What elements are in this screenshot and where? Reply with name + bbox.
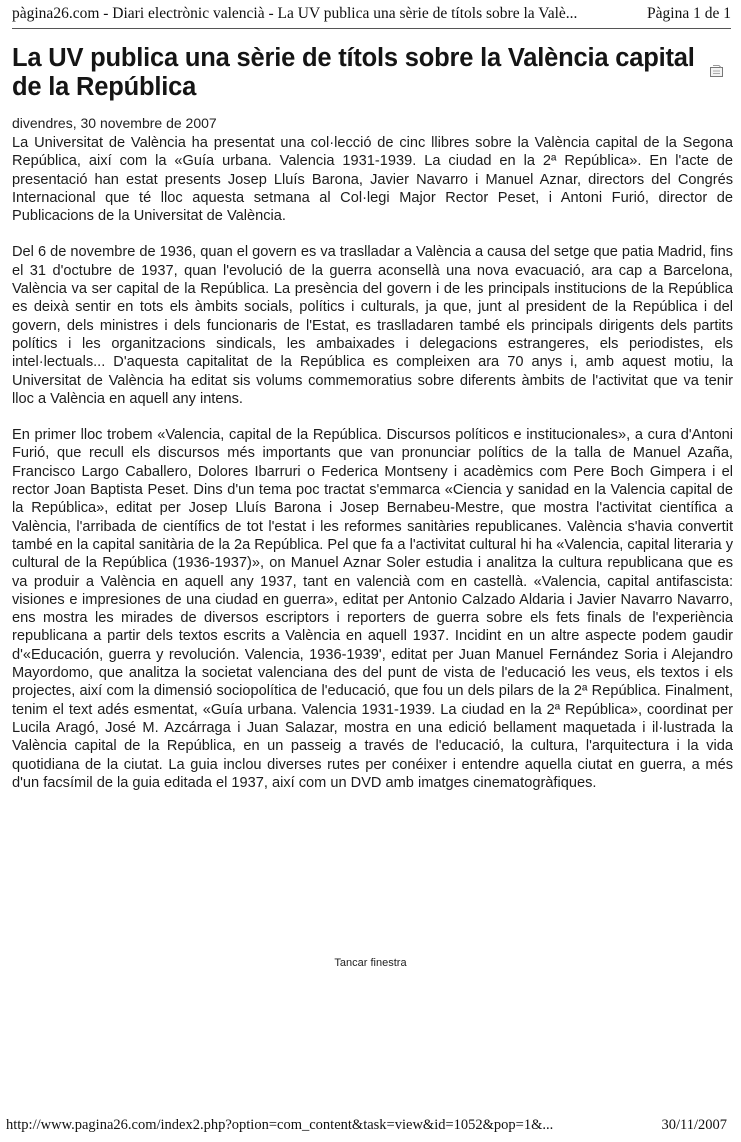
print-header-page-number: Pàgina 1 de 1	[647, 5, 731, 22]
close-window-link[interactable]: Tancar finestra	[334, 957, 407, 969]
article-title: La UV publica una sèrie de títols sobre la València capital de la República	[12, 44, 695, 101]
document-icon-graphic	[709, 64, 724, 78]
article-paragraph: Del 6 de novembre de 1936, quan el govern es va traslladar a València a causa del setge que patia Madrid, fins el 31 d'octubre de 1937, quan l'evolució de la guerra aconsellà una nova evacuació, ara cap a Barcelona, València va ser capital de la República. La presència del govern i de les principals institucions de la República es deixà sentir en tots els àmbits socials, polítics i culturals, ja que, junt al president de la República i del govern, dels ministres i dels funcionaris de l'Estat, es traslladaren també els principals dirigents dels partits polítics i les organitzacions sindicals, les ambaixades i delegacions estrangeres, els periodistes, els intel·lectuals... D'aquesta capitalitat de la República es compleixen ara 70 anys i, amb aquest motiu, la Universitat de València ha editat sis volums commemoratius sobre diferents àmbits de l'activitat que va tenir lloc a València en aquell any intens.	[12, 244, 733, 407]
article-paragraph: En primer lloc trobem «Valencia, capital de la República. Discursos políticos e institucionales», a cura d'Antoni Furió, que recull els discursos més importants que van pronunciar polítics de la talla de Manuel Azaña, Francisco Largo Caballero, Dolores Ibarruri o Federica Montseny i acadèmics com Pere Boch Gimpera i el rector Joan Baptista Peset. Dins d'un tema poc tractat s'emmarca «Ciencia y sanidad en la Valencia capital de la República», editat per Josep Lluís Barona i Josep Bernabeu-Mestre, que mostra l'activitat científica a València, l'arribada de científics de tot l'estat i les reformes sanitàries republicanes. València s'havia convertit també en la capital sanitària de la 2a República. Pel que fa a l'activitat cultural hi ha «Valencia, capital literaria y cultural de la República (1936-1937)», on Manuel Aznar Soler estudia i analitza la cultura republicana que es va produir a València en aquell any 1937, tant en valencià com en castellà. «Valencia, capital antifascista: visiones e impresiones de una ciudad en guerra», editat per Antonio Calzado Aldaria i Javier Navarro Navarro, ens mostra les mirades de diversos escriptors i reporters de guerra sobre els fets finals de l'experiència republicana a partir dels textos escrits a València en aquell 1937. Incidint en un altre aspecte podem gaudir d'«Educación, guerra y revolución. Valencia, 1936-1939', editat per Juan Manuel Fernández Soria i Alejandro Mayordomo, que analitza la societat valenciana des del punt de vista de l'educació les veus, els textos i els projectes, així com la dimensió sociopolítica de l'educació, que fou un dels pilars de la 2ª República. Finalment, tenim el text adés esmentat, «Guía urbana. Valencia 1931-1939. La ciudad en la 2ª República», coordinat per Lucila Aragó, José M. Azcárraga i Juan Salazar, mostra en una edició bellament maquetada i il·lustrada la València capital de la República, en un passeig a través de l'educació, la cultura, l'arquitectura i la vida quotidiana de la ciutat. La guia inclou diverses rutes per conéixer i entendre aquella ciutat en guerra, a més d'un facsímil de la guia editada el 1937, així com un DVD amb imatges cinematogràfiques.	[12, 427, 733, 791]
print-header	[12, 5, 731, 27]
print-header-title: pàgina26.com - Diari electrònic valencià - La UV publica una sèrie de títols sobre la Valè...	[12, 5, 578, 22]
article-paragraph: La Universitat de València ha presentat una col·lecció de cinc llibres sobre la València capital de la Segona República, així com la «Guía urbana. Valencia 1931-1939. La ciudad en la 2ª República». En l'acte de presentació han estat presents Josep Lluís Barona, Javier Navarro i Manuel Aznar, directors del Congrés Internacional que té lloc aquesta setmana al Col·legi Major Rector Peset, i Antoni Furió, director de Publicacions de la Universitat de València.	[12, 135, 733, 225]
print-footer	[6, 1117, 727, 1137]
document-icon[interactable]	[709, 64, 724, 78]
print-footer-date: 30/11/2007	[661, 1117, 727, 1133]
article	[12, 44, 733, 810]
header-divider	[12, 28, 731, 29]
print-footer-url: http://www.pagina26.com/index2.php?option=com_content&task=view&id=1052&pop=1&...	[6, 1117, 554, 1133]
article-date: divendres, 30 novembre de 2007	[12, 115, 217, 131]
